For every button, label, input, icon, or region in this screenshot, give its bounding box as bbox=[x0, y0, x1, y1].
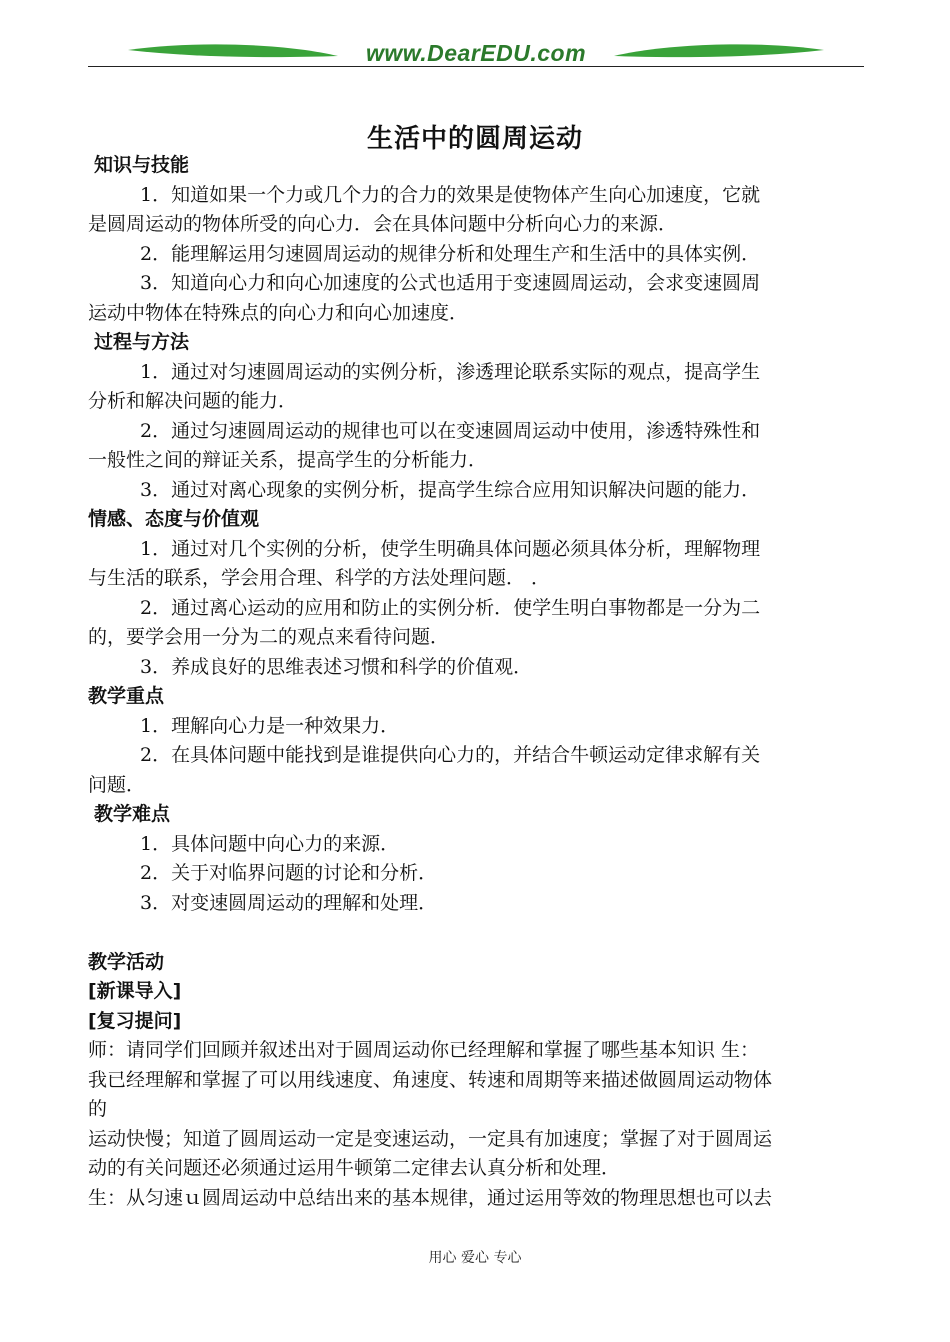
page-footer: 用心 爱心 专心 bbox=[428, 1250, 522, 1266]
subheading-new-lesson: [新课导入] bbox=[88, 980, 182, 1002]
paragraph-line: 1．知道如果一个力或几个力的合力的效果是使物体产生向心加速度，它就 bbox=[140, 183, 761, 206]
paragraph-line: 3．养成良好的思维表述习惯和科学的价值观． bbox=[140, 655, 533, 678]
paragraph-line: 1．理解向心力是一种效果力． bbox=[140, 714, 400, 737]
dialog-line: 我已经理解和掌握了可以用线速度、角速度、转速和周期等来描述做圆周运动物体 bbox=[88, 1068, 773, 1091]
document-body bbox=[88, 151, 864, 1213]
subheading-review: [复习提问] bbox=[88, 1009, 182, 1032]
paragraph-line: 3．通过对离心现象的实例分析，提高学生综合应用知识解决问题的能力． bbox=[140, 478, 761, 501]
paragraph-line: 运动中物体在特殊点的向心力和向心加速度． bbox=[88, 301, 469, 324]
paragraph-line: 3．对变速圆周运动的理解和处理． bbox=[140, 891, 438, 914]
paragraph-line: 2．能理解运用匀速圆周运动的规律分析和处理生产和生活中的具体实例． bbox=[140, 242, 761, 265]
site-logo-banner bbox=[88, 36, 864, 70]
heading-emotion: 情感、态度与价值观 bbox=[88, 508, 260, 530]
paragraph-line: 的，要学会用一分为二的观点来看待问题． bbox=[88, 626, 450, 648]
paragraph-line: 2．关于对临界问题的讨论和分析． bbox=[140, 862, 438, 884]
paragraph-line: 一般性之间的辩证关系，提高学生的分析能力． bbox=[88, 449, 488, 471]
heading-focus: 教学重点 bbox=[88, 685, 165, 707]
dialog-line: 的 bbox=[88, 1098, 108, 1120]
spacer bbox=[88, 918, 864, 948]
dialog-line: 生：从匀速ｕ圆周运动中总结出来的基本规律，通过运用等效的物理思想也可以去 bbox=[88, 1186, 773, 1209]
page-title: 生活中的圆周运动 bbox=[366, 124, 583, 154]
heading-process: 过程与方法 bbox=[94, 331, 190, 353]
dialog-line: 运动快慢；知道了圆周运动一定是变速运动，一定具有加速度；掌握了对于圆周运 bbox=[88, 1127, 773, 1150]
paragraph-line: 2．在具体问题中能找到是谁提供向心力的，并结合牛顿运动定律求解有关 bbox=[140, 744, 761, 766]
paragraph-line: 2．通过匀速圆周运动的规律也可以在变速圆周运动中使用，渗透特殊性和 bbox=[140, 419, 761, 442]
heading-difficulty: 教学难点 bbox=[94, 803, 171, 825]
dialog-line: 师：请同学们回顾并叙述出对于圆周运动你已经理解和掌握了哪些基本知识 生： bbox=[88, 1039, 760, 1061]
header-rule bbox=[88, 66, 864, 67]
dialog-line: 动的有关问题还必须通过运用牛顿第二定律去认真分析和处理． bbox=[88, 1157, 621, 1179]
paragraph-line: 2．通过离心运动的应用和防止的实例分析．使学生明白事物都是一分为二 bbox=[140, 596, 761, 619]
logo-text: www.DearEDU.com bbox=[365, 40, 587, 66]
paragraph-line: 分析和解决问题的能力． bbox=[88, 390, 298, 412]
paragraph-line: 问题． bbox=[88, 773, 146, 796]
heading-activity: 教学活动 bbox=[88, 950, 165, 973]
paragraph-line: 1．通过对匀速圆周运动的实例分析，渗透理论联系实际的观点，提高学生 bbox=[140, 360, 761, 383]
paragraph-line: 是圆周运动的物体所受的向心力．会在具体问题中分析向心力的来源． bbox=[88, 213, 678, 235]
paragraph-line: 3．知道向心力和向心加速度的公式也适用于变速圆周运动，会求变速圆周 bbox=[140, 272, 761, 294]
paragraph-line: 1．通过对几个实例的分析，使学生明确具体问题必须具体分析，理解物理 bbox=[140, 537, 761, 560]
paragraph-line: 1．具体问题中向心力的来源． bbox=[140, 832, 400, 855]
paragraph-line: 与生活的联系，学会用合理、科学的方法处理问题． ． bbox=[88, 567, 551, 589]
heading-knowledge: 知识与技能 bbox=[94, 154, 190, 176]
